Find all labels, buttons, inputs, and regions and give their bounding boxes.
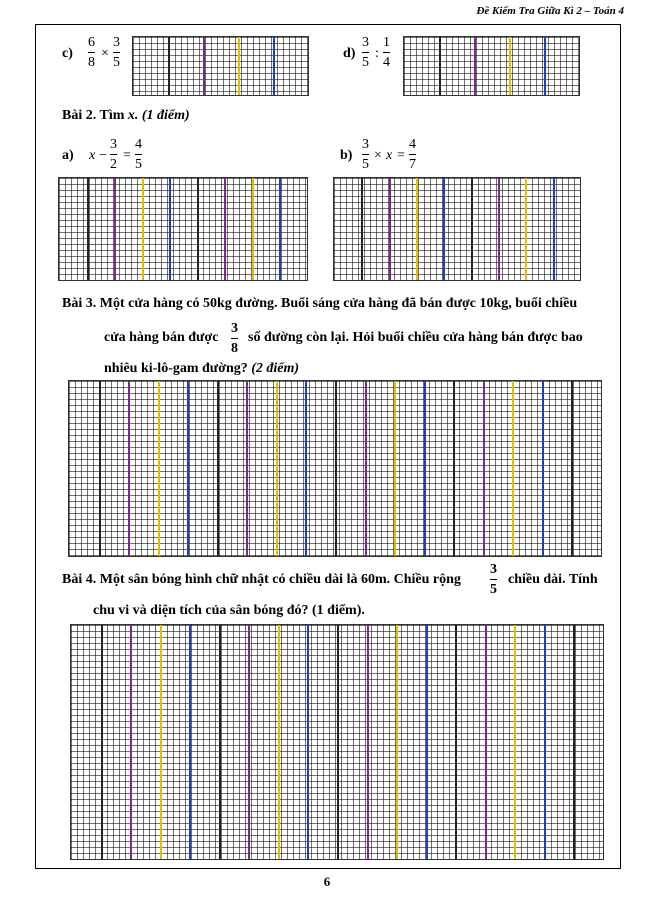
grid-column-line [238,37,240,95]
grid-column-line [252,178,254,280]
bai4-fraction [490,561,497,598]
fraction-d-1 [362,34,369,71]
grid-column-line [169,178,171,280]
grid-column-line [396,625,398,859]
bai3-line1: Bài 3. Một cửa hàng có 50kg đường. Buổi sáng cửa hàng đã bán được 10kg, buổi chiều [62,296,578,311]
grid-column-line [471,178,473,280]
equals-sign: = [397,148,405,163]
grid-column-line [512,381,514,556]
bai3-line2a: cửa hàng bán được [104,330,219,345]
grid-column-line [203,37,205,95]
divide-operator: : [375,46,379,61]
grid-column-line [544,625,546,859]
grid-column-line [101,625,103,859]
grid-column-line [474,37,476,95]
grid-column-line [416,178,418,280]
page-header: Đề Kiểm Tra Giữa Kì 2 – Toán 4 [476,5,624,17]
answer-grid-bai3[interactable] [68,380,602,557]
grid-column-line [553,178,555,280]
grid-column-line [305,381,307,556]
grid-column-line [453,381,455,556]
grid-column-line [498,178,500,280]
grid-column-line [426,625,428,859]
answer-grid-c[interactable] [132,36,309,96]
bai4-line1a: Bài 4. Một sân bóng hình chữ nhật có chiều dài là 60m. Chiều rộng [62,572,461,587]
denominator: 5 [362,55,369,70]
item-a-label: a) [62,148,74,163]
page-number: 6 [323,874,331,889]
grid-column-line [273,37,275,95]
bai3-question: nhiêu ki-lô-gam đường? [104,361,248,376]
grid-column-line [544,37,546,95]
grid-column-line [130,625,132,859]
fraction-b-2 [409,136,416,173]
bai3-line2b: số đường còn lại. Hỏi buổi chiều cửa hàng bán được bao [248,330,583,345]
grid-column-line [219,625,221,859]
numerator: 4 [135,137,142,152]
grid-column-line [525,178,527,280]
fraction-c-1 [88,34,95,71]
times-operator: × [374,148,382,163]
grid-column-line [443,178,445,280]
grid-column-line [335,381,337,556]
grid-column-line [455,625,457,859]
grid-column-line [514,625,516,859]
denominator: 7 [409,157,416,172]
fraction-b-1 [362,136,369,173]
grid-column-line [439,37,441,95]
bai2-variable: x. [127,108,139,123]
grid-column-line [142,178,144,280]
denominator: 8 [88,55,95,70]
bai4-line2: chu vi và diện tích của sân bóng đó? (1 điểm). [93,603,365,618]
grid-column-line [248,625,250,859]
grid-column-line [573,625,575,859]
grid-column-line [114,178,116,280]
grid-column-line [542,381,544,556]
bai2-points: (1 điểm) [141,108,190,123]
bai2-title [62,108,190,124]
answer-grid-b[interactable] [333,177,581,281]
denominator: 5 [362,157,369,172]
grid-column-line [87,178,89,280]
grid-column-line [424,381,426,556]
numerator: 3 [231,321,238,336]
equals-sign: = [123,148,131,163]
denominator: 2 [110,157,117,172]
bai3-fraction [231,320,238,357]
item-b-label: b) [340,148,353,163]
denominator: 5 [113,55,120,70]
answer-grid-a[interactable] [58,177,308,281]
grid-column-line [189,625,191,859]
grid-column-line [160,625,162,859]
grid-column-line [483,381,485,556]
bai4-line1b: chiều dài. Tính [508,572,598,587]
numerator: 3 [110,137,117,152]
numerator: 3 [113,35,120,50]
numerator: 6 [88,35,95,50]
grid-column-line [365,381,367,556]
numerator: 3 [362,35,369,50]
denominator: 4 [383,55,390,70]
variable-x: x [386,148,393,163]
item-c-label: c) [62,46,73,61]
grid-column-line [367,625,369,859]
times-operator: × [101,46,109,61]
bai3-line3 [104,361,299,377]
grid-column-line [217,381,219,556]
grid-column-line [197,178,199,280]
grid-column-line [485,625,487,859]
fraction-c-2 [113,34,120,71]
grid-column-line [276,381,278,556]
answer-grid-d[interactable] [403,36,580,96]
grid-column-line [509,37,511,95]
numerator: 1 [383,35,390,50]
grid-column-line [99,381,101,556]
bai3-points: (2 điểm) [251,361,300,376]
grid-column-line [128,381,130,556]
denominator: 8 [231,341,238,356]
grid-column-line [168,37,170,95]
variable-x: x [89,148,96,163]
answer-grid-bai4[interactable] [70,624,604,860]
grid-column-line [307,625,309,859]
grid-column-line [337,625,339,859]
grid-column-line [187,381,189,556]
grid-column-line [158,381,160,556]
grid-column-line [361,178,363,280]
denominator: 5 [135,157,142,172]
grid-column-line [224,178,226,280]
item-d-label: d) [343,46,356,61]
minus-operator: − [99,148,107,163]
grid-column-line [246,381,248,556]
fraction-d-2 [383,34,390,71]
bai2-heading: Bài 2. Tìm [62,108,128,123]
numerator: 4 [409,137,416,152]
grid-column-line [279,178,281,280]
numerator: 3 [362,137,369,152]
grid-column-line [278,625,280,859]
fraction-a-2 [135,136,142,173]
denominator: 5 [490,582,497,597]
grid-column-line [571,381,573,556]
numerator: 3 [490,562,497,577]
fraction-a-1 [110,136,117,173]
grid-column-line [389,178,391,280]
grid-column-line [394,381,396,556]
